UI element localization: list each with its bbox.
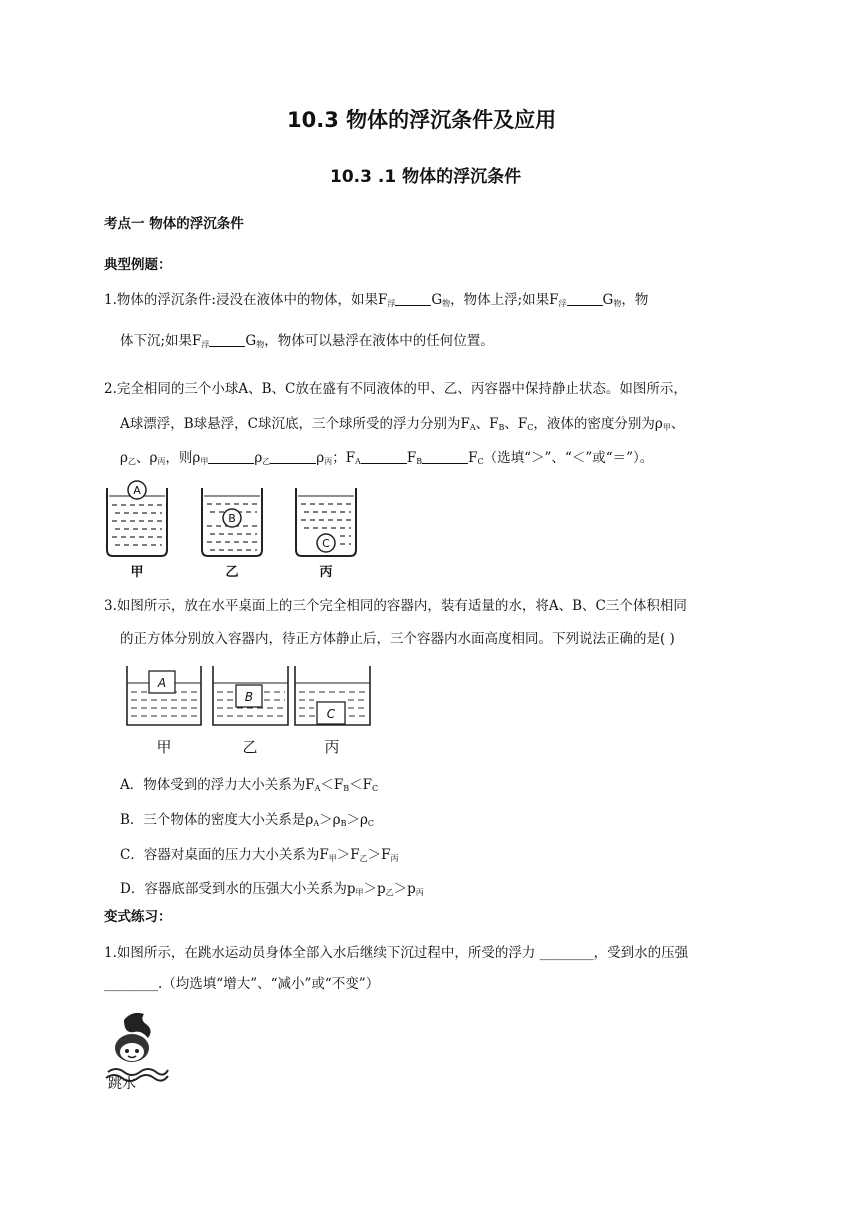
- practice-1-line-2: ________.（均选填“增大”、“减小”或“不变”）: [104, 976, 380, 992]
- ball-label-b: B: [228, 512, 236, 525]
- page-title: 10.3 物体的浮沉条件及应用: [287, 108, 557, 132]
- option-a[interactable]: A．物体受到的浮力大小关系为$F_A<F_B<F_C$: [120, 777, 379, 793]
- page-subtitle: 10.3 .1 物体的浮沉条件: [330, 167, 522, 187]
- question-2-figure: [104, 480, 364, 580]
- answer-blank[interactable]: [270, 450, 316, 464]
- fig-label-jia: 甲: [130, 565, 144, 580]
- answer-blank[interactable]: [209, 333, 245, 347]
- ball-label-a: A: [133, 484, 141, 497]
- fig-label-bing: 丙: [319, 565, 333, 580]
- answer-blank[interactable]: [208, 450, 254, 464]
- ball-label-c: C: [322, 537, 330, 550]
- question-1-line-2: 体下沉;如果$F_浮$ $G_物$，物体可以悬浮在液体中的任何位置。: [120, 333, 494, 349]
- fig3-label-jia: 甲: [156, 738, 172, 756]
- question-1-line-1: 1.物体的浮沉条件:浸没在液体中的物体，如果$F_浮$ $G_物$，物体上浮;如果$F_浮$ $G_物$，物: [104, 292, 649, 308]
- fig3-label-yi: 乙: [242, 738, 258, 756]
- cube-label-a: A: [157, 676, 167, 690]
- diving-logo-text: 跳水: [108, 1076, 136, 1090]
- option-b[interactable]: B．三个物体的密度大小关系是$\rho_A>\rho_B>\rho_C$: [120, 812, 375, 828]
- fig3-label-bing: 丙: [324, 738, 340, 756]
- option-c[interactable]: C．容器对桌面的压力大小关系为$F_甲>F_乙>F_丙$: [120, 847, 399, 863]
- practice-heading: 变式练习：: [104, 909, 172, 925]
- question-2-line-1: 2.完全相同的三个小球A、B、C放在盛有不同液体的甲、乙、丙容器中保持静止状态。如图所示，: [104, 381, 687, 397]
- practice-1-line-1: 1.如图所示，在跳水运动员身体全部入水后继续下沉过程中，所受的浮力 ________，受到水的压强: [104, 945, 689, 961]
- question-3-line-1: 3.如图所示，放在水平桌面上的三个完全相同的容器内，装有适量的水，将A、B、C三个体积相同: [104, 598, 687, 614]
- cube-label-b: B: [244, 690, 254, 704]
- answer-blank[interactable]: [422, 450, 468, 464]
- answer-blank[interactable]: [395, 292, 431, 306]
- answer-blank[interactable]: [567, 292, 603, 306]
- examples-heading: 典型例题：: [104, 257, 172, 273]
- question-3-figure: [124, 662, 384, 762]
- answer-blank[interactable]: [361, 450, 407, 464]
- diving-pictogram: [102, 1008, 172, 1090]
- cube-label-c: C: [326, 707, 336, 721]
- option-d[interactable]: D．容器底部受到水的压强大小关系为$p_甲>p_乙>p_丙$: [120, 881, 424, 897]
- question-3-line-2: 的正方体分别放入容器内，待正方体静止后，三个容器内水面高度相同。下列说法正确的是( ): [120, 631, 675, 647]
- question-2-line-2: A球漂浮，B球悬浮，C球沉底，三个球所受的浮力分别为$F_A$、$F_B$、$F_C$，液体的密度分别为$\rho_甲$、: [120, 416, 685, 432]
- fig-label-yi: 乙: [225, 565, 239, 580]
- section-heading: 考点一 物体的浮沉条件: [104, 216, 244, 232]
- question-2-line-3: $\rho_乙$、$\rho_丙$，则$\rho_甲$ $\rho_乙$ $\rho_丙$；$F_A$ $F_B$ $F_C$（选填“＞”、“＜”或“＝”）。: [120, 450, 654, 466]
